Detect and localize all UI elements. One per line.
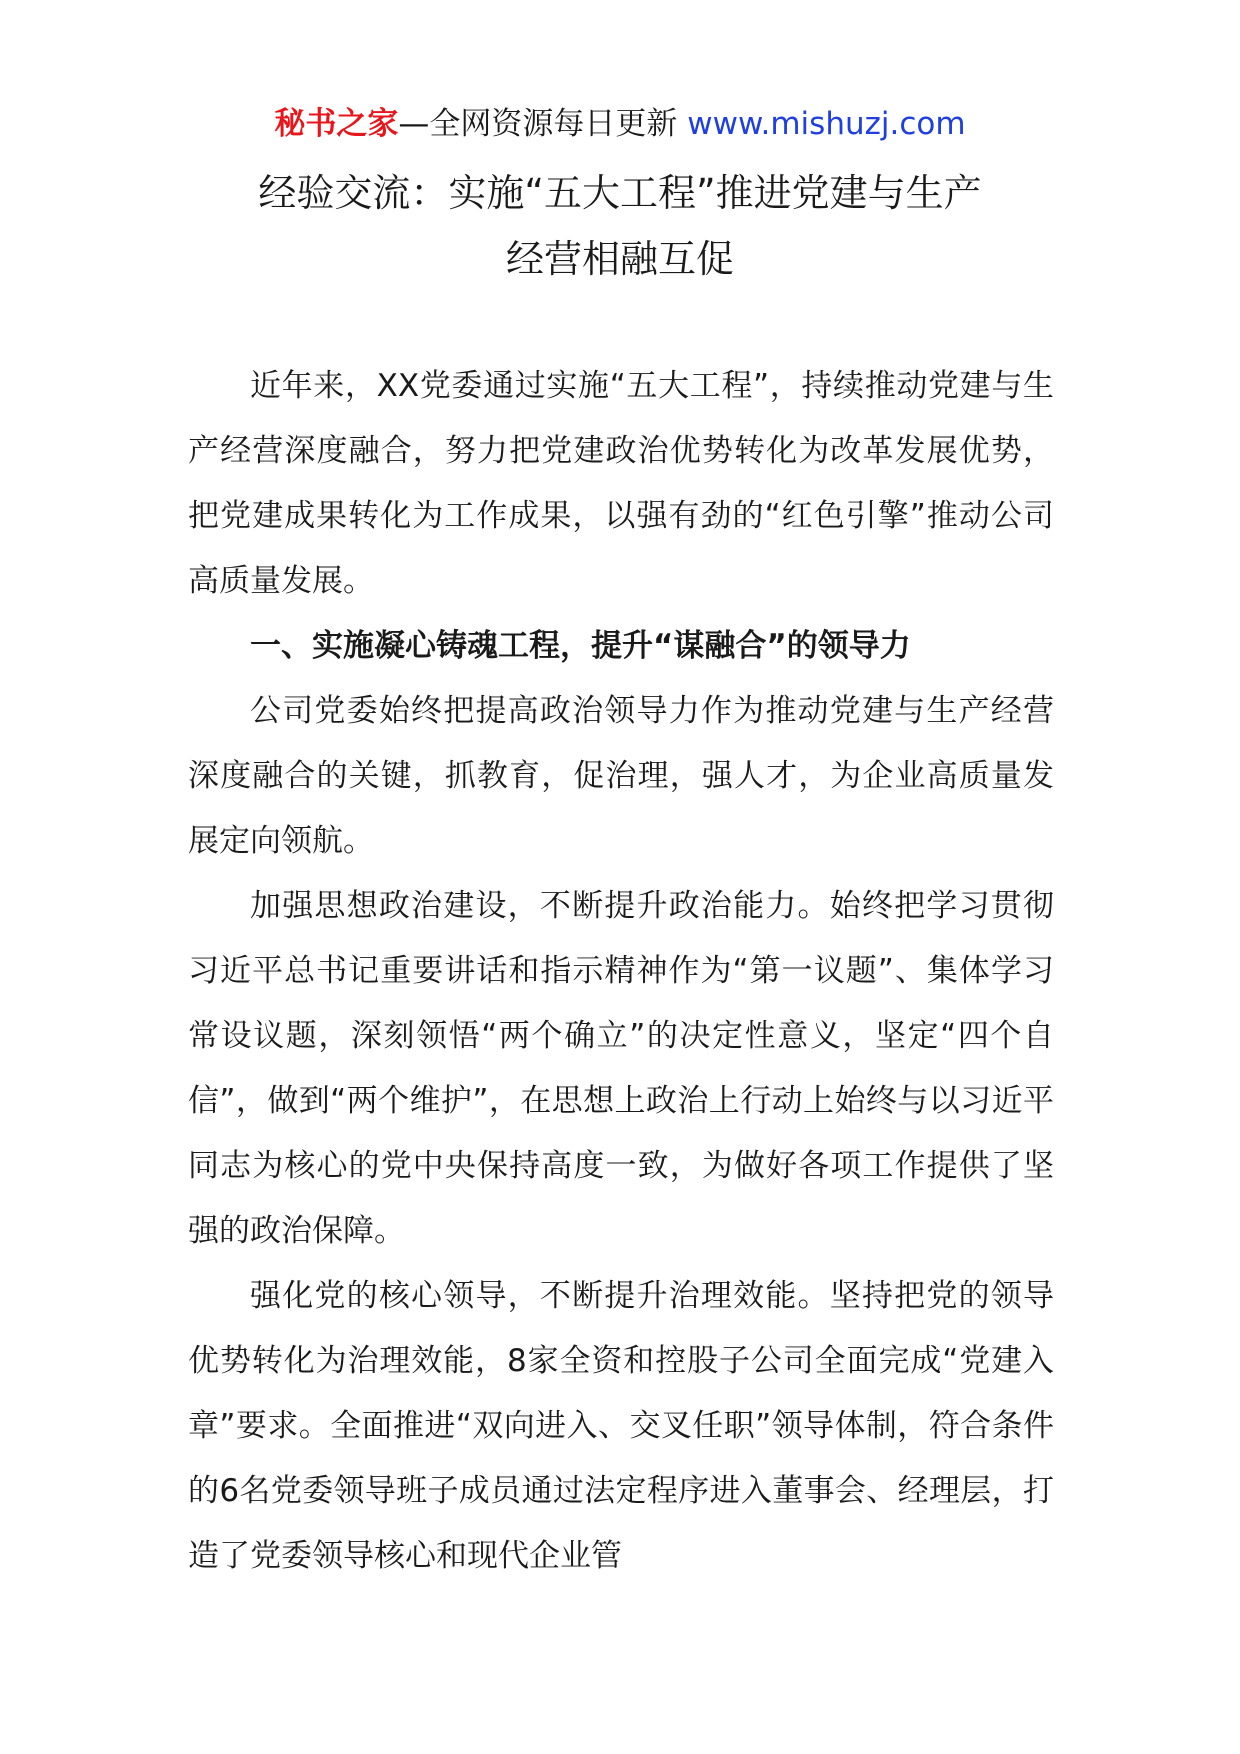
title-line-1: 经验交流：实施“五大工程”推进党建与生产 bbox=[258, 171, 982, 215]
title-line-2: 经营相融互促 bbox=[505, 237, 734, 281]
brand-name: 秘书之家 bbox=[274, 106, 399, 142]
site-link[interactable]: www.mishuzj.com bbox=[687, 106, 966, 142]
paragraph-intro: 近年来，XX党委通过实施“五大工程”，持续推动党建与生产经营深度融合，努力把党建政治优势转化为改革发展优势，把党建成果转化为工作成果，以强有劲的“红色引擎”推动公司高质量发展。 bbox=[188, 368, 1054, 599]
document-body bbox=[188, 354, 1054, 1589]
section-heading-1: 一、实施凝心铸魂工程，提升“谋融合”的领导力 bbox=[250, 628, 911, 664]
document-title bbox=[140, 160, 1100, 292]
paragraph-4: 强化党的核心领导，不断提升治理效能。坚持把党的领导优势转化为治理效能，8家全资和控股子公司全面完成“党建入章”要求。全面推进“双向进入、交叉任职”领导体制，符合条件的6名党委领导班子成员通过法定程序进入董事会、经理层，打造了党委领导核心和现代企业管 bbox=[188, 1278, 1054, 1574]
site-header bbox=[0, 100, 1240, 148]
header-tagline: —全网资源每日更新 bbox=[398, 106, 688, 142]
paragraph-3: 加强思想政治建设，不断提升政治能力。始终把学习贯彻习近平总书记重要讲话和指示精神作为“第一议题”、集体学习常设议题，深刻领悟“两个确立”的决定性意义，坚定“四个自信”，做到“两个维护”，在思想上政治上行动上始终与以习近平同志为核心的党中央保持高度一致，为做好各项工作提供了坚强的政治保障。 bbox=[188, 888, 1054, 1249]
paragraph-2: 公司党委始终把提高政治领导力作为推动党建与生产经营深度融合的关键，抓教育，促治理，强人才，为企业高质量发展定向领航。 bbox=[188, 693, 1054, 859]
